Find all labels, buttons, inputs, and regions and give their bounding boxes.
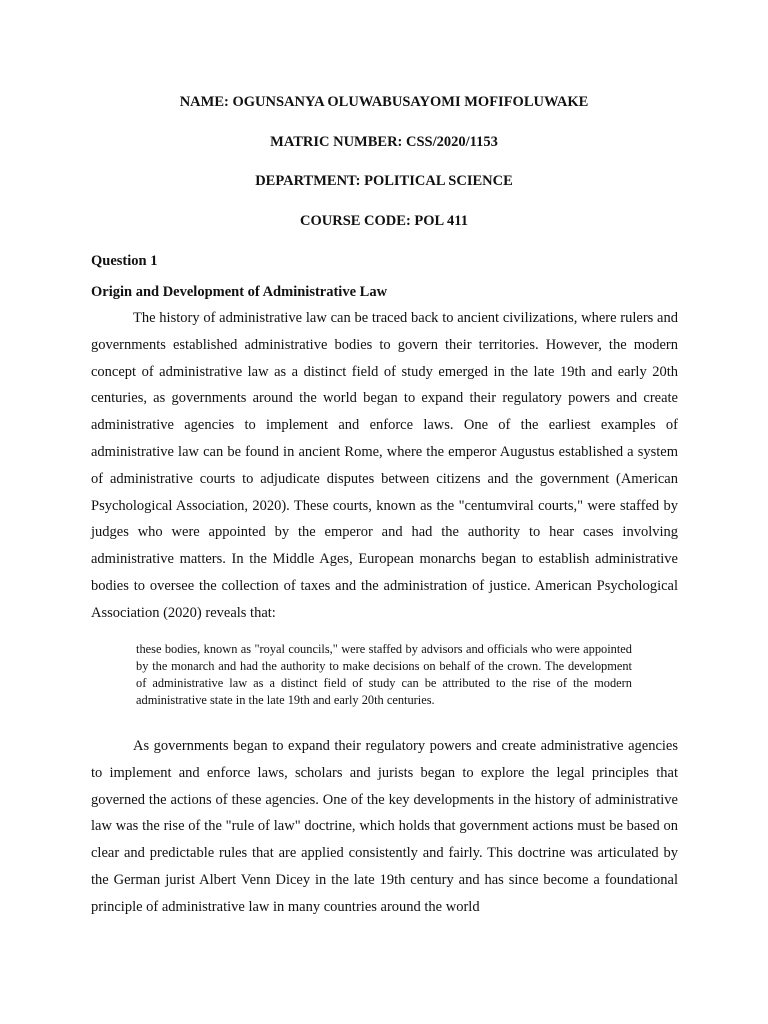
- student-name: NAME: OGUNSANYA OLUWABUSAYOMI MOFIFOLUWAKE: [179, 94, 589, 110]
- department: DEPARTMENT: POLITICAL SCIENCE: [255, 173, 513, 189]
- matric-number: MATRIC NUMBER: CSS/2020/1153: [270, 134, 498, 150]
- body-paragraph-2: As governments began to expand their regulatory powers and create administrative agencies to implement and enforce laws, scholars and jurists began to explore the legal principles that governed the actions of these agencies. One of the key developments in the history of administrative law was the rise of the "rule of law" doctrine, which holds that government actions must be based on clear and predictable rules that are applied consistently and fairly. This doctrine was articulated by the German jurist Albert Venn Dicey in the late 19th century and has since become a foundational principle of administrative law in many countries around the world: [91, 738, 678, 915]
- body-paragraph-1: The history of administrative law can be traced back to ancient civilizations, where rulers and governments established administrative bodies to govern their territories. However, the modern concept of administrative law as a distinct field of study emerged in the late 19th and early 20th centuries, as governments around the world began to expand their regulatory powers and create administrative agencies to implement and enforce laws. One of the earliest examples of administrative law can be found in ancient Rome, where the emperor Augustus established a system of administrative courts to adjudicate disputes between citizens and the government (American Psychological Association, 2020). These courts, known as the "centumviral courts," were staffed by judges who were appointed by the emperor and had the authority to hear cases involving administrative matters. In the Middle Ages, European monarchs began to establish administrative bodies to oversee the collection of taxes and the administration of justice. American Psychological Association (2020) reveals that:: [91, 310, 678, 621]
- block-quote: these bodies, known as "royal councils," were staffed by advisors and officials who were appointed by the monarch and had the authority to make decisions on behalf of the crown. The development of administrative law as a distinct field of study can be attributed to the rise of the modern administrative state in the late 19th and early 20th centuries.: [136, 642, 632, 707]
- course-code: COURSE CODE: POL 411: [300, 213, 468, 229]
- section-title: Origin and Development of Administrative Law: [91, 284, 388, 300]
- question-label: Question 1: [91, 253, 158, 269]
